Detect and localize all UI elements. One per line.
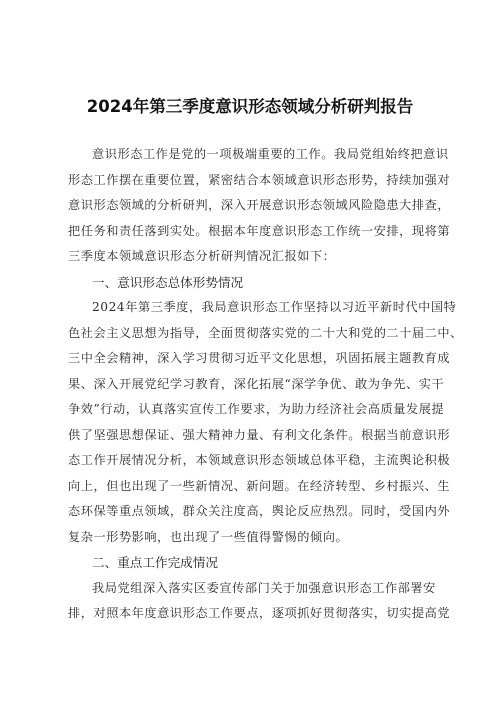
paragraph-line: 2024年第三季度，我局意识形态工作坚持以习近平新时代中国特: [92, 300, 457, 314]
paragraph-line: 形态工作摆在重要位置，紧密结合本领域意识形态形势，持续加强对: [68, 172, 451, 187]
paragraph-line: 把任务和责任落到实处。根据本年度意识形态工作统一安排，现将第: [68, 223, 451, 238]
paragraph-line: 供了坚强思想保证、强大精神力量、有利文化条件。根据当前意识形: [68, 427, 451, 442]
paragraph-line: 色社会主义思想为指导，全面贯彻落实党的二十大和党的二十届二中、: [68, 325, 463, 340]
section-heading: 一、意识形态总体形势情况: [92, 274, 244, 290]
section-heading: 二、重点工作完成情况: [92, 555, 218, 570]
paragraph-line: 意识形态领域的分析研判，深入开展意识形态领域风险隐患大排查，: [68, 198, 451, 212]
paragraph-line: 态工作开展情况分析，本领域意识形态领域总体平稳，主流舆论积极: [68, 453, 451, 467]
paragraph-line: 态环保等重点领域，群众关注度高，舆论反应热烈。同时，受国内外: [68, 504, 451, 518]
paragraph-line: 争效”行动，认真落实宣传工作要求，为助力经济社会高质量发展提: [68, 402, 445, 416]
paragraph-line: 三季度本领域意识形态分析研判情况汇报如下：: [68, 249, 336, 263]
paragraph-line: 排，对照本年度意识形态工作要点，逐项抓好贯彻落实，切实提高党: [68, 606, 451, 620]
paragraph-line: 果、深入开展党纪学习教育，深化拓展“深学争优、敢为争先、实干: [68, 376, 445, 391]
paragraph-line: 意识形态工作是党的一项极端重要的工作。我局党组始终把意识: [92, 147, 449, 161]
paragraph-line: 三中全会精神，深入学习贯彻习近平文化思想，巩固拓展主题教育成: [68, 351, 451, 365]
document-body: [68, 142, 463, 627]
paragraph-line: 复杂一形势影响，也出现了一些值得警惕的倾向。: [68, 529, 349, 544]
paragraph-line: 向上，但也出现了一些新情况、新问题。在经济转型、乡村振兴、生: [68, 478, 451, 493]
paragraph-line: 我局党组深入落实区委宣传部门关于加强意识形态工作部署安: [92, 580, 436, 595]
document-title: 2024年第三季度意识形态领域分析研判报告: [86, 97, 414, 116]
